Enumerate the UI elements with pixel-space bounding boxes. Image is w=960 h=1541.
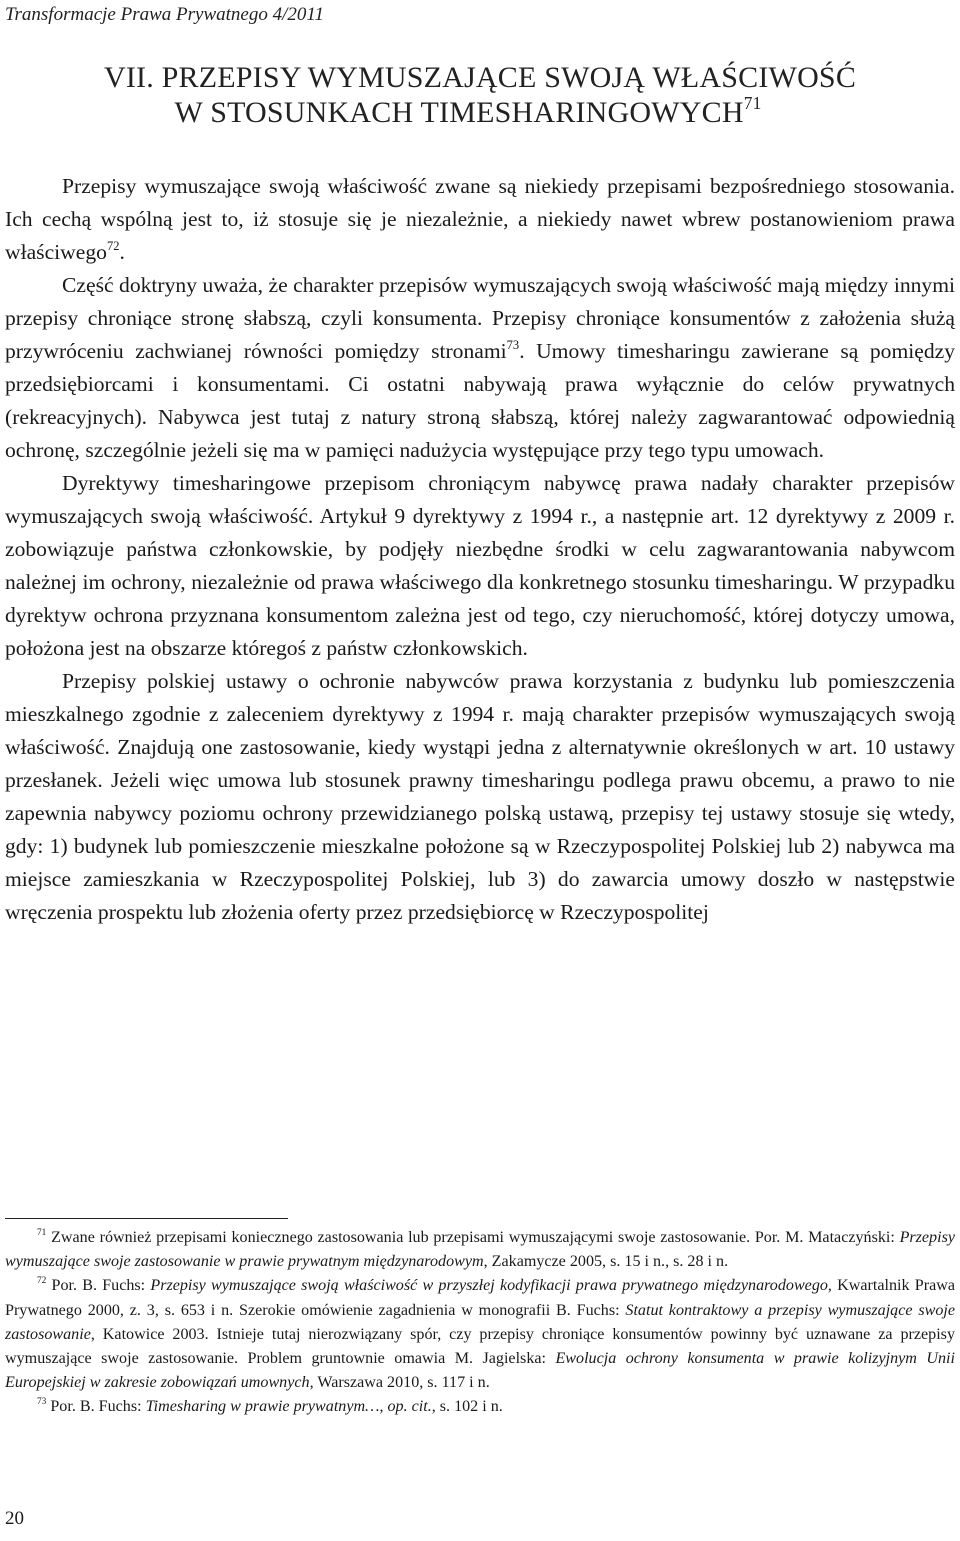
footnote-72-title-1: Przepisy wymuszające swoją właściwość w przyszłej kodyfikacji prawa prywatnego międzynarodowego xyxy=(150,1277,828,1295)
paragraph-4: Przepisy polskiej ustawy o ochronie nabywców prawa korzystania z budynku lub pomieszczenia mieszkalnego zgodnie z zaleceniem dyrektywy z 1994 r. mają charakter przepisów wymuszających swoją właściwość. Znajdują one zastosowanie, kiedy wystąpi jedna z alternatywnie określonych w art. 10 ustawy przesłanek. Jeżeli więc umowa lub stosunek prawny timesharingu podlega prawu obcemu, a prawo to nie zapewnia nabywcy poziomu ochrony przewidzianego polską ustawą, przepisy tej ustawy stosuje się wtedy, gdy: 1) budynek lub pomieszczenie mieszkalne położone są w Rzeczypospolitej Polskiej lub 2) nabywca ma miejsce zamieszkania w Rzeczypospolitej Polskiej, lub 3) do zawarcia umowy doszło w następstwie wręczenia prospektu lub złożenia oferty przez przedsiębiorcę w Rzeczypospolitej xyxy=(5,669,955,924)
paragraph-3: Dyrektywy timesharingowe przepisom chroniącym nabywcę prawa nadały charakter przepisów wymuszających swoją właściwość. Artykuł 9 dyrektywy z 1994 r., a następnie art. 12 dyrektywy z 2009 r. zobowiązuje państwa członkowskie, by podjęły niezbędne środki w celu zagwarantowania nabywcom należnej im ochrony, niezależnie od prawa właściwego dla konkretnego stosunku timesharingu. W przypadku dyrektyw ochrona przyznana konsumentom zależna jest od tego, czy nieruchomość, której dotyczy umowa, położona jest na obszarze któregoś z państw członkowskich. xyxy=(5,471,955,660)
page-number: 20 xyxy=(5,1508,24,1529)
footnote-73-title: Timesharing w prawie prywatnym… xyxy=(145,1398,380,1416)
footnote-72-text: Por. B. Fuchs: xyxy=(51,1277,151,1295)
paragraph-1 xyxy=(5,170,955,269)
footnote-73 xyxy=(5,1395,955,1419)
footnotes xyxy=(5,1226,955,1420)
footnote-71-source: , Zakamycze 2005, s. 15 i n., s. 28 i n. xyxy=(483,1253,729,1271)
footnote-72-source-1: , Kwartalnik Prawa Prywatnego 2000, z. 3, s. 653 i n. Szerokie omówienie zagadnienia w monografii B. Fuchs: xyxy=(5,1277,955,1319)
footnote-ref-73[interactable]: 73 xyxy=(506,337,520,352)
footnote-72-source-2: , Katowice 2003. Istnieje tutaj nierozwiązany spór, czy przepisy chroniące konsumentów powinny być uznawane za przepisy wymuszające swoje zastosowanie. Problem gruntownie omawia M. Jagielska: xyxy=(5,1325,955,1368)
footnote-ref-71[interactable]: 71 xyxy=(743,93,762,114)
section-heading xyxy=(0,60,960,130)
footnote-number-71: 71 xyxy=(37,1227,47,1238)
running-head: Transformacje Prawa Prywatnego 4/2011 xyxy=(5,4,324,25)
paragraph-1-end: . xyxy=(119,240,125,264)
footnote-72-title-3: Ewolucja ochrony konsumenta w prawie kolizyjnym Unii Europejskiej w zakresie zobowiązań umownych xyxy=(5,1350,955,1392)
body-text xyxy=(5,170,955,929)
footnote-73-op-cit: op. cit. xyxy=(387,1398,432,1416)
paragraph-2-continuation: . Umowy timesharingu zawierane są pomiędzy przedsiębiorcami i konsumentami. Ci ostatni nabywają prawa wyłącznie do celów prywatnych (rekreacyjnych). Nabywca jest tutaj z natury stroną słabszą, której należy zagwarantować odpowiednią ochronę, szczególnie jeżeli się ma w pamięci nadużycia występujące przy tego typu umowach. xyxy=(5,339,955,462)
footnote-number-73: 73 xyxy=(37,1397,47,1408)
footnote-73-separator: , xyxy=(379,1398,388,1416)
footnote-72 xyxy=(5,1274,955,1395)
paragraph-2 xyxy=(5,269,955,467)
footnote-71-title: Przepisy wymuszające swoje zastosowanie w prawie prywatnym międzynarodowym xyxy=(5,1229,955,1271)
footnote-71-text: Zwane również przepisami koniecznego zastosowania lub przepisami wymuszającymi swoje zastosowanie. Por. M. Mataczyński: xyxy=(51,1229,900,1246)
footnote-71 xyxy=(5,1226,955,1274)
heading-line-1: VII. PRZEPISY WYMUSZAJĄCE SWOJĄ WŁAŚCIWOŚĆ xyxy=(103,61,857,94)
footnote-number-72: 72 xyxy=(37,1276,47,1287)
footnote-72-title-2: Statut kontraktowy a przepisy wymuszające swoje zastosowanie xyxy=(5,1301,955,1343)
paragraph-1-text: Przepisy wymuszające swoją właściwość zwane są niekiedy przepisami bezpośredniego stosowania. Ich cechą wspólną jest to, iż stosuje się je niezależnie, a niekiedy nawet wbrew postanowieniom prawa właściwego xyxy=(5,174,955,264)
footnote-73-text: Por. B. Fuchs: xyxy=(50,1398,146,1416)
footnote-ref-72[interactable]: 72 xyxy=(106,238,120,253)
footnote-72-source-3: , Warszawa 2010, s. 117 i n. xyxy=(309,1374,490,1392)
paragraph-2-text: Część doktryny uważa, że charakter przepisów wymuszających swoją właściwość mają między innymi przepisy chroniące stronę słabszą, czyli konsumenta. Przepisy chroniące konsumentów z założenia służą przywróceniu zachwianej równości pomiędzy stronami xyxy=(5,273,955,363)
footnote-73-source: , s. 102 i n. xyxy=(431,1398,503,1416)
heading-line-2-text: W STOSUNKACH TIMESHARINGOWYCH xyxy=(174,96,744,129)
heading-line-2 xyxy=(0,95,960,130)
footnote-separator xyxy=(5,1218,288,1219)
